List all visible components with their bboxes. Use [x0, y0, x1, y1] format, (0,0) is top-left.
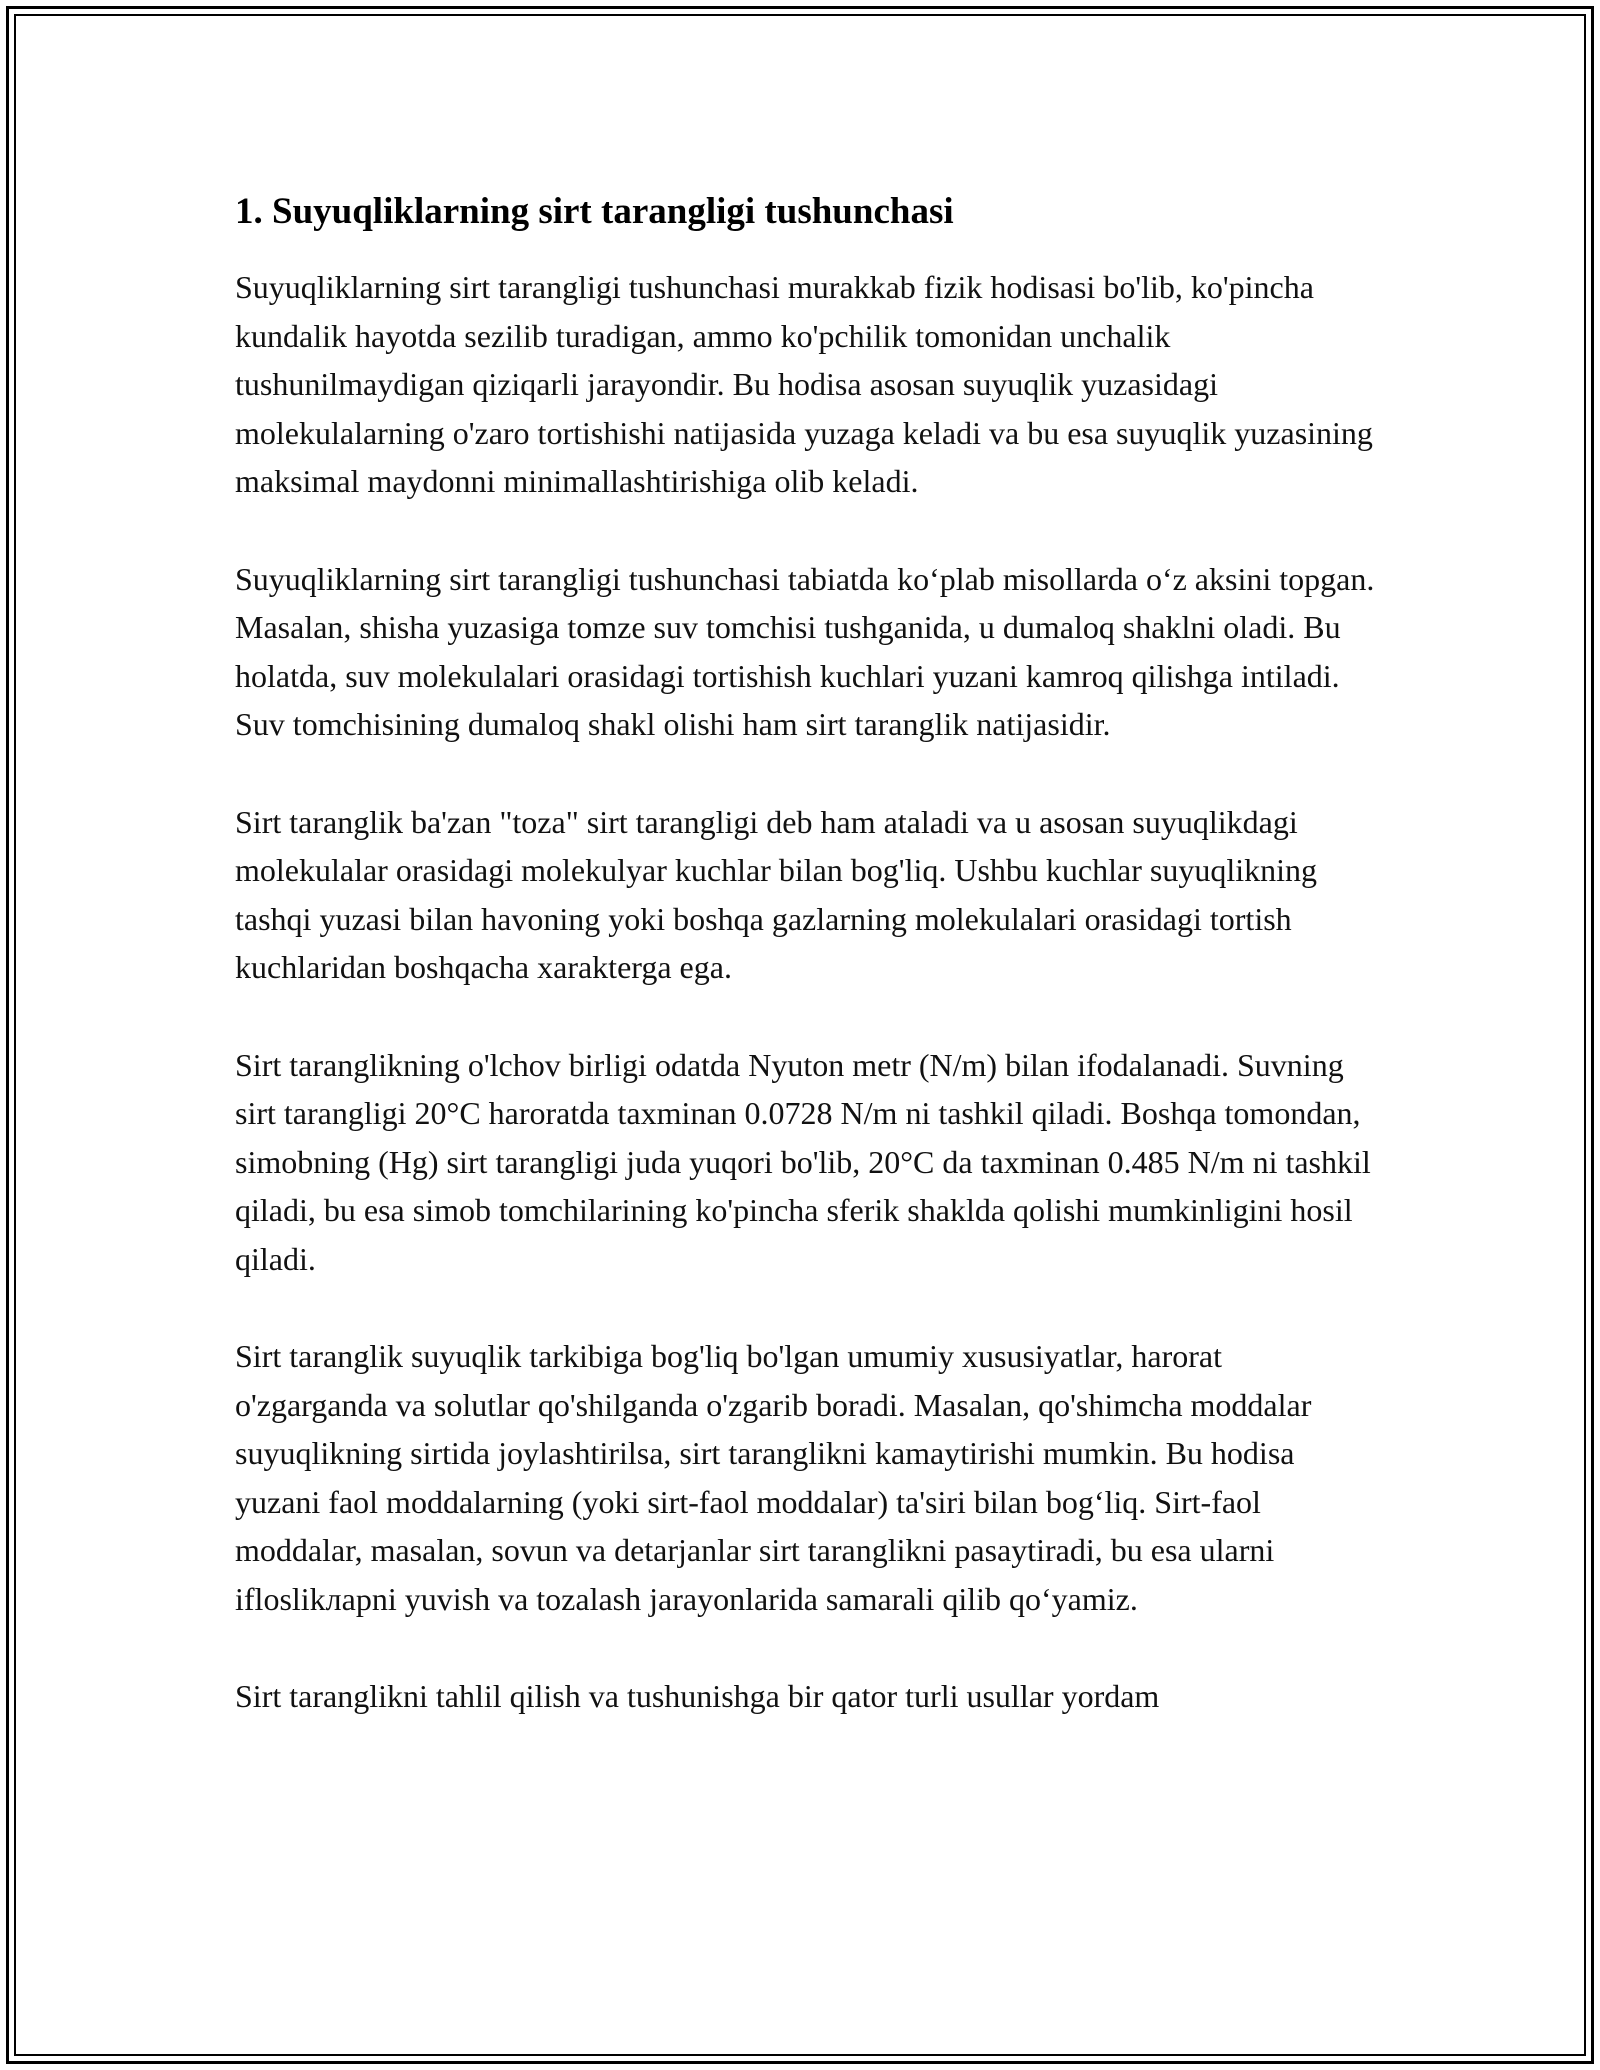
- paragraph: Sirt taranglik suyuqlik tarkibiga bog'liq bo'lgan umumiy xususiyatlar, harorat o'zgarganda va solutlar qo'shilganda o'zgarib boradi. Masalan, qo'shimcha moddalar suyuqlikning sirtida joylashtirilsa, sirt taranglikni kamaytirishi mumkin. Bu hodisa yuzani faol moddalarning (yoki sirt-faol moddalar) ta'siri bilan bog‘liq. Sirt-faol moddalar, masalan, sovun va detarjanlar sirt taranglikni pasaytiradi, bu esa ularni ifloslikларni yuvish va tozalash jarayonlarida samarali qilib qo‘yamiz.: [235, 1338, 1312, 1617]
- section-heading: 1. Suyuqliklarning sirt tarangligi tushunchasi: [235, 191, 954, 232]
- paragraph: Sirt taranglik ba'zan "toza" sirt tarangligi deb ham ataladi va u asosan suyuqlikdagi molekulalar orasidagi molekulyar kuchlar bilan bog'liq. Ushbu kuchlar suyuqlikning tashqi yuzasi bilan havoning yoki boshqa gazlarning molekulalari orasidagi tortish kuchlaridan boshqacha xarakterga ega.: [235, 803, 1317, 985]
- paragraph: Sirt taranglikni tahlil qilish va tushunishga bir qator turli usullar yordam: [235, 1678, 1160, 1714]
- paragraph: Sirt taranglikning o'lchov birligi odatda Nyuton metr (N/m) bilan ifodalanadi. Suvning sirt tarangligi 20°C haroratda taxminan 0.0728 N/m ni tashkil qiladi. Boshqa tomondan, simobning (Hg) sirt tarangligi juda yuqori bo'lib, 20°C da taxminan 0.485 N/m ni tashkil qiladi, bu esa simob tomchilarining ko'pincha sferik shaklda qolishi mumkinligini hosil qiladi.: [235, 1046, 1371, 1277]
- paragraph: Suyuqliklarning sirt tarangligi tushunchasi murakkab fizik hodisasi bo'lib, ko'pincha kundalik hayotda sezilib turadigan, ammo ko'pchilik tomonidan unchalik tushunilmaydigan qiziqarli jarayondir. Bu hodisa asosan suyuqlik yuzasidagi molekulalarning o'zaro tortishishi natijasida yuzaga keladi va bu esa suyuqlik yuzasining maksimal maydonni minimallashtirishiga olib keladi.: [235, 269, 1373, 499]
- paragraph: Suyuqliklarning sirt tarangligi tushunchasi tabiatda ko‘plab misollarda o‘z aksini topgan. Masalan, shisha yuzasiga tomze suv tomchisi tushganida, u dumaloq shaklni oladi. Bu holatda, suv molekulalari orasidagi tortishish kuchlari yuzani kamroq qilishga intiladi. Suv tomchisining dumaloq shakl olishi ham sirt taranglik natijasidir.: [235, 560, 1375, 742]
- document-body: [235, 186, 1375, 1770]
